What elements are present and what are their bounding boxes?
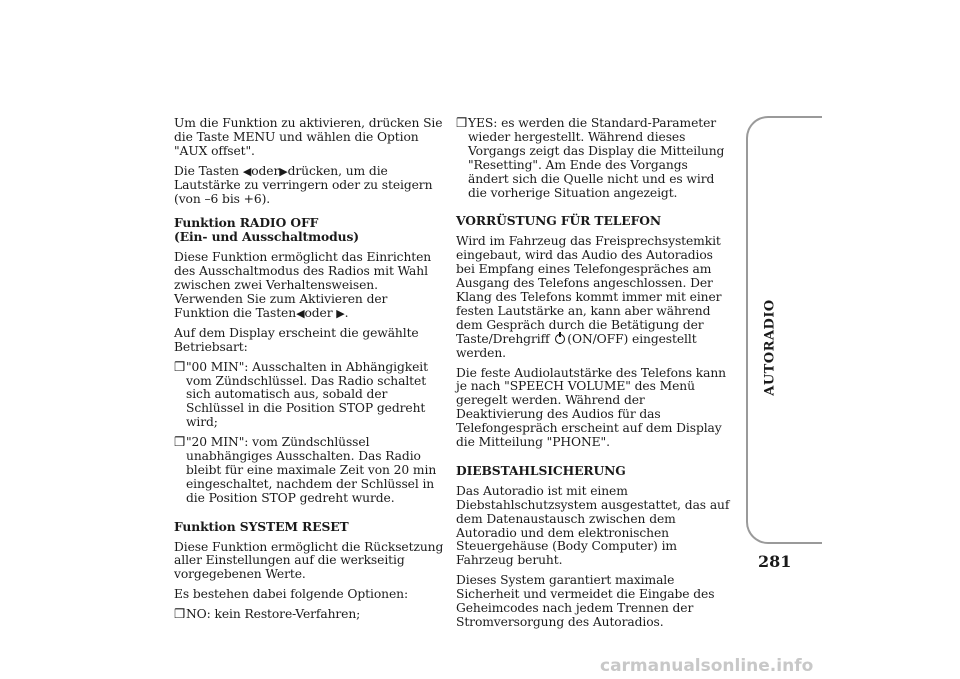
checkbox-bullet-icon: ❒: [174, 435, 185, 450]
triangle-left-icon: ◀: [242, 164, 252, 178]
paragraph-text: (ON/OFF) eingestellt werden.: [456, 331, 697, 360]
checkbox-bullet-icon: ❒: [174, 359, 185, 374]
paragraph: [174, 251, 446, 321]
section-heading: DIEBSTAHLSICHERUNG: [456, 462, 626, 478]
paragraph: Es bestehen dabei folgende Optionen:: [174, 587, 408, 602]
paragraph-text: oder: [304, 305, 333, 320]
section-heading: Funktion SYSTEM RESET: [174, 518, 349, 534]
checkbox-bullet-icon: ❒: [456, 116, 467, 130]
paragraph: [456, 235, 732, 360]
section-tab-text: AUTORADIO: [762, 299, 778, 396]
checkbox-bullet-icon: ❒: [174, 607, 185, 622]
paragraph-text: Die Tasten: [174, 163, 240, 178]
section-tab: [746, 116, 822, 544]
paragraph: Diese Funktion ermöglicht die Rücksetzung aller Einstellungen auf die werkseitig vorgegebenen Werte.: [174, 539, 444, 582]
paragraph: [174, 165, 446, 207]
paragraph-text: oder: [251, 163, 280, 178]
triangle-right-icon: ▶: [336, 306, 345, 320]
list-item-text: NO: kein Restore-Verfahren;: [186, 607, 361, 622]
power-knob-icon: [555, 334, 565, 344]
page-number: 281: [758, 552, 792, 571]
list-item-text: "00 MIN": Ausschalten in Abhängigkeit vom Zündschlüssel. Das Radio schaltet sich automatisch aus, sobald der Schlüssel in die Position STOP gedreht wird;: [186, 359, 428, 430]
list-item: [174, 608, 446, 622]
paragraph-text: Wird im Fahrzeug das Freisprechsystemkit eingebaut, wird das Audio des Autoradios bei Empfang eines Telefongespräches am Ausgang des Telefons angeschlossen. Der Klang des Telefons kommt immer mit einer festen Lautstärke an, kann aber während dem Gespräch durch die Betätigung der Taste/Drehgriff: [456, 234, 722, 346]
triangle-left-icon: ◀: [296, 306, 305, 320]
paragraph: Auf dem Display erscheint die gewählte Betriebsart:: [174, 325, 419, 354]
left-column: [174, 117, 446, 628]
right-column: [456, 117, 732, 636]
paragraph-text: .: [344, 305, 349, 320]
list-item: [174, 361, 446, 431]
heading-line: (Ein- und Ausschaltmodus): [174, 229, 360, 245]
paragraph-text: Diese Funktion ermöglicht das Einrichten des Ausschaltmodus des Radios mit Wahl zwischen zwei Verhaltensweisen. Verwenden Sie zum Aktivieren der Funktion die Tasten: [174, 250, 432, 320]
triangle-right-icon: ▶: [279, 164, 288, 178]
watermark: carmanualsonline.info: [600, 656, 814, 676]
paragraph-text: drücken, um die Lautstärke zu verringern oder zu steigern (von –6 bis +6).: [174, 163, 433, 206]
paragraph: Um die Funktion zu aktivieren, drücken Sie die Taste MENU und wählen die Option "AUX offset".: [174, 116, 443, 158]
paragraph: Dieses System garantiert maximale Sicherheit und vermeidet die Eingabe des Geheimcodes nach jedem Trennen der Stromversorgung des Autoradios.: [456, 573, 715, 629]
list-item: [456, 117, 732, 200]
list-item: [174, 436, 446, 506]
section-heading: VORRÜSTUNG FÜR TELEFON: [456, 213, 661, 229]
paragraph: Die feste Audiolautstärke des Telefons kann je nach "SPEECH VOLUME" des Menü geregelt werden. Während der Deaktivierung des Audios für das Telefongespräch erscheint auf dem Display die Mitteilung "PHONE".: [456, 365, 726, 450]
paragraph: Das Autoradio ist mit einem Diebstahlschutzsystem ausgestattet, das auf dem Datenaustausch zwischen dem Autoradio und dem elektronischen Steuergehäuse (Body Computer) im Fahrzeug beruht.: [456, 483, 730, 568]
section-heading: [174, 216, 446, 244]
list-item-text: "20 MIN": vom Zündschlüssel unabhängiges Ausschalten. Das Radio bleibt für eine maximale Zeit von 20 min eingeschaltet, nachdem der Schlüssel in die Position STOP gedreht wurde.: [186, 435, 437, 505]
list-item-text: YES: es werden die Standard-Parameter wieder hergestellt. Während dieses Vorgangs zeigt das Display die Mitteilung "Resetting". Am Ende des Vorgangs ändert sich die Quelle nicht und es wird die vorherige Situation angezeigt.: [468, 116, 725, 200]
heading-line: Funktion RADIO OFF: [174, 215, 319, 231]
